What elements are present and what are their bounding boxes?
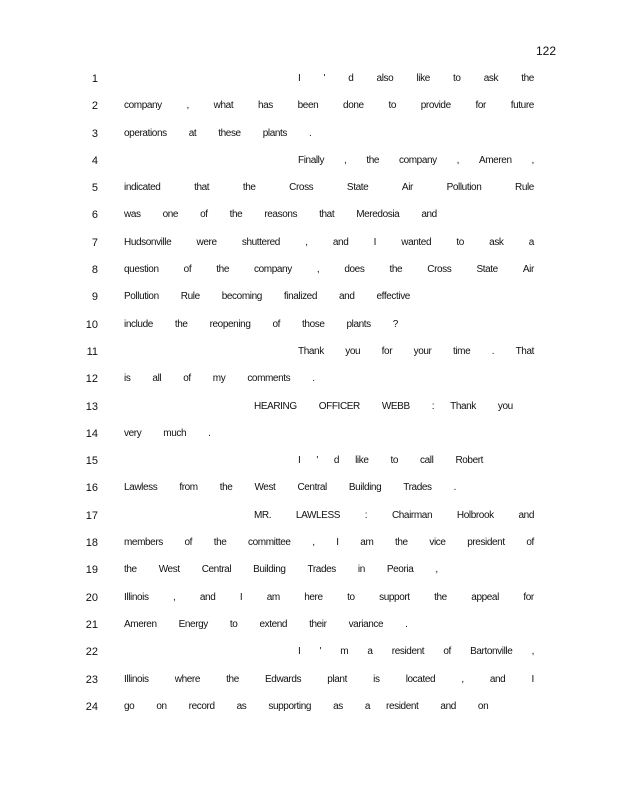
word: of (183, 373, 191, 385)
transcript-line (0, 643, 618, 670)
word: to (347, 591, 355, 603)
word: you (345, 345, 361, 357)
word: . (208, 427, 211, 439)
transcript-line (0, 698, 618, 725)
word: for (523, 591, 534, 603)
word: , (316, 264, 320, 276)
word: plants (346, 318, 371, 330)
word: Trades (403, 482, 432, 494)
word: indicated (124, 182, 161, 194)
line-number: 15 (85, 455, 98, 468)
word: at (188, 127, 197, 139)
word: State (476, 264, 498, 276)
word: does (344, 264, 365, 276)
line-number: 16 (85, 482, 98, 495)
word: and (440, 700, 456, 712)
word: HEARING (254, 400, 297, 412)
word: Air (522, 264, 534, 276)
word: the (213, 537, 227, 549)
word: very (124, 427, 142, 439)
word: all (152, 373, 162, 385)
word: Robert (455, 455, 484, 467)
line-number: 8 (91, 264, 98, 277)
line-text (124, 674, 534, 685)
word: include (124, 318, 153, 330)
line-text (124, 237, 534, 248)
word: company (254, 264, 292, 276)
word: these (218, 127, 241, 139)
line-text (124, 619, 534, 630)
line-text (124, 128, 534, 139)
transcript-line (0, 234, 618, 261)
word: a (367, 646, 373, 658)
word: , (186, 100, 189, 112)
word: time (452, 345, 471, 357)
transcript-line (0, 288, 618, 315)
word: , (461, 673, 464, 685)
word: Pollution (446, 182, 482, 194)
word: d (348, 73, 354, 84)
word: MR. (254, 509, 272, 521)
word: Cross (427, 264, 452, 276)
word: like (416, 73, 430, 84)
word: support (379, 591, 410, 603)
page-number: 122 (535, 44, 556, 58)
line-text (298, 73, 534, 84)
transcript-line (0, 97, 618, 124)
word: becoming (221, 291, 262, 303)
word: of (272, 318, 281, 330)
word: Pollution (124, 291, 159, 303)
word: Cross (289, 182, 314, 194)
word: . (453, 482, 457, 494)
line-text (298, 646, 534, 657)
word: that (194, 182, 210, 194)
word: done (343, 100, 364, 112)
word: Ameren (124, 618, 157, 630)
word: as (333, 700, 343, 712)
word: Central (297, 482, 327, 494)
word: that (319, 209, 335, 221)
word: were (196, 236, 217, 248)
transcript-line (0, 616, 618, 643)
word: committee (248, 537, 291, 549)
word: . (405, 618, 408, 630)
word: Illinois (124, 591, 149, 603)
line-text (124, 537, 534, 548)
line-text (124, 209, 534, 220)
word: and (332, 236, 349, 248)
word: ' (323, 73, 326, 84)
line-number: 11 (86, 345, 98, 358)
word: : (364, 509, 368, 521)
word: Ameren (478, 154, 512, 166)
word: extend (259, 618, 288, 630)
word: . (309, 127, 312, 139)
word: been (297, 100, 319, 112)
line-text (124, 373, 534, 384)
line-number: 6 (91, 209, 98, 222)
word: my (212, 373, 226, 385)
word: and (489, 673, 506, 685)
line-number: 20 (85, 591, 98, 604)
word: you (497, 400, 513, 412)
word: , (305, 236, 308, 248)
line-number: 22 (85, 646, 98, 659)
word: the (229, 209, 243, 221)
line-number: 19 (85, 564, 98, 577)
line-number: 23 (85, 673, 98, 686)
word: Trades (307, 564, 336, 576)
word: : (431, 400, 435, 412)
word: effective (376, 291, 410, 303)
word: one (162, 209, 179, 221)
line-number: 2 (91, 100, 98, 113)
transcript-line (0, 370, 618, 397)
word: . (312, 373, 315, 385)
transcript-line (0, 589, 618, 616)
line-text (124, 182, 534, 193)
transcript-body (0, 70, 618, 725)
word: as (236, 700, 247, 712)
word: on (477, 700, 489, 712)
line-number: 5 (91, 182, 98, 195)
transcript-line (0, 70, 618, 97)
word: the (174, 318, 188, 330)
word: wanted (401, 236, 432, 248)
word: located (405, 673, 436, 685)
word: plants (262, 127, 288, 139)
transcript-line (0, 316, 618, 343)
line-text (124, 482, 534, 493)
word: was (124, 209, 141, 221)
word: Rule (515, 182, 534, 194)
word: to (229, 618, 238, 630)
word: resident (386, 700, 419, 712)
transcript-line (0, 479, 618, 506)
transcript-line (0, 534, 618, 561)
word: Rule (180, 291, 200, 303)
word: vice (429, 537, 446, 549)
word: Central (201, 564, 232, 576)
word: d (333, 455, 340, 467)
word: their (309, 618, 327, 630)
word: I (373, 236, 377, 248)
word: Holbrook (456, 509, 494, 521)
word: , (344, 154, 347, 166)
word: members (124, 537, 163, 549)
word: That (515, 345, 534, 357)
line-text (254, 401, 534, 412)
word: for (381, 345, 393, 357)
word: am (360, 537, 374, 549)
word: operations (124, 127, 167, 139)
line-number: 4 (91, 154, 98, 167)
word: Bartonville (470, 646, 513, 658)
transcript-line (0, 425, 618, 452)
line-number: 12 (85, 373, 98, 386)
line-number: 24 (85, 700, 98, 713)
word: of (526, 537, 534, 549)
word: Edwards (265, 673, 302, 685)
word: resident (391, 646, 425, 658)
word: the (434, 591, 447, 603)
word: reopening (209, 318, 251, 330)
word: supporting (268, 700, 312, 712)
word: the (242, 182, 256, 194)
line-number: 18 (85, 537, 98, 550)
word: like (355, 455, 369, 467)
word: ? (392, 318, 398, 330)
word: of (443, 646, 451, 658)
word: Lawless (124, 482, 158, 494)
word: president (467, 537, 505, 549)
line-number: 7 (91, 236, 98, 249)
word: finalized (283, 291, 317, 303)
transcript-line (0, 398, 618, 425)
word: , (173, 591, 176, 603)
word: appeal (471, 591, 499, 603)
line-number: 3 (91, 127, 98, 140)
word: of (200, 209, 208, 221)
word: I (298, 73, 301, 84)
transcript-line (0, 152, 618, 179)
transcript-line (0, 671, 618, 698)
word: LAWLESS (295, 509, 340, 521)
word: a (364, 700, 371, 712)
line-number: 14 (85, 427, 98, 440)
word: and (518, 509, 534, 521)
word: question (124, 264, 159, 276)
word: in (357, 564, 365, 576)
word: comments (247, 373, 291, 385)
word: I (239, 591, 243, 603)
word: to (390, 455, 399, 467)
word: the (366, 154, 380, 166)
word: Peoria (386, 564, 414, 576)
line-number: 9 (91, 291, 98, 304)
word: your (413, 345, 432, 357)
word: has (257, 100, 273, 112)
transcript-line (0, 125, 618, 152)
word: those (302, 318, 325, 330)
word: and (199, 591, 216, 603)
word: to (456, 236, 464, 248)
word: the (521, 73, 534, 84)
transcript-line (0, 261, 618, 288)
word: go (124, 700, 135, 712)
word: where (174, 673, 200, 685)
word: shuttered (241, 236, 280, 248)
word: Building (253, 564, 286, 576)
word: for (475, 100, 486, 112)
word: a (528, 236, 534, 248)
word: Chairman (391, 509, 433, 521)
line-number: 13 (85, 400, 98, 413)
word: Meredosia (356, 209, 400, 221)
word: Thank (298, 345, 324, 357)
word: , (531, 154, 534, 166)
word: OFFICER (318, 400, 360, 412)
word: variance (348, 618, 384, 630)
word: from (179, 482, 198, 494)
word: the (216, 264, 229, 276)
word: the (395, 537, 408, 549)
word: to (388, 100, 396, 112)
word: of (183, 264, 192, 276)
word: am (266, 591, 280, 603)
word: I (531, 673, 534, 685)
line-number: 17 (85, 509, 98, 522)
word: ask (483, 73, 499, 84)
word: also (376, 73, 394, 84)
word: Hudsonville (124, 236, 172, 248)
word: Building (348, 482, 382, 494)
word: ' (319, 646, 322, 658)
word: plant (327, 673, 347, 685)
word: West (158, 564, 180, 576)
transcript-line (0, 507, 618, 534)
line-text (124, 564, 534, 575)
word: Thank (450, 400, 476, 412)
word: , (312, 537, 315, 549)
word: company (398, 154, 437, 166)
word: Air (401, 182, 413, 194)
word: and (339, 291, 355, 303)
word: and (421, 209, 437, 221)
word: much (163, 427, 187, 439)
transcript-line (0, 206, 618, 233)
word: , (435, 564, 438, 576)
word: West (254, 482, 276, 494)
word: WEBB (381, 400, 410, 412)
transcript-line (0, 452, 618, 479)
word: I (298, 455, 301, 467)
word: . (491, 345, 495, 357)
line-number: 10 (85, 318, 98, 331)
line-text (124, 264, 534, 275)
line-text (124, 701, 534, 712)
line-text (124, 100, 534, 111)
line-text (298, 455, 534, 466)
word: provide (420, 100, 451, 112)
word: ' (316, 455, 318, 467)
transcript-line (0, 343, 618, 370)
line-text (124, 319, 534, 330)
word: to (453, 73, 461, 84)
word: of (184, 537, 193, 549)
line-text (124, 291, 534, 302)
transcript-line (0, 179, 618, 206)
line-text (298, 155, 534, 166)
transcript-line (0, 561, 618, 588)
word: m (340, 646, 349, 658)
word: call (420, 455, 434, 467)
line-number: 21 (85, 618, 98, 631)
line-text (298, 346, 534, 357)
word: , (531, 646, 534, 658)
word: State (346, 182, 369, 194)
word: company (124, 100, 162, 112)
line-text (124, 592, 534, 603)
word: here (304, 591, 323, 603)
word: on (156, 700, 167, 712)
word: the (226, 673, 239, 685)
line-text (124, 428, 534, 439)
word: Energy (178, 618, 208, 630)
word: reasons (264, 209, 298, 221)
word: is (124, 373, 131, 385)
word: , (456, 154, 460, 166)
word: I (298, 646, 301, 658)
word: I (336, 537, 339, 549)
line-text (254, 510, 534, 521)
word: what (213, 100, 234, 112)
word: Finally (298, 154, 325, 166)
word: the (219, 482, 233, 494)
word: record (188, 700, 215, 712)
word: future (510, 100, 534, 112)
word: is (373, 673, 380, 685)
word: Illinois (124, 673, 149, 685)
word: ask (489, 236, 504, 248)
word: the (389, 264, 403, 276)
word: the (124, 564, 137, 576)
line-number: 1 (91, 73, 98, 85)
